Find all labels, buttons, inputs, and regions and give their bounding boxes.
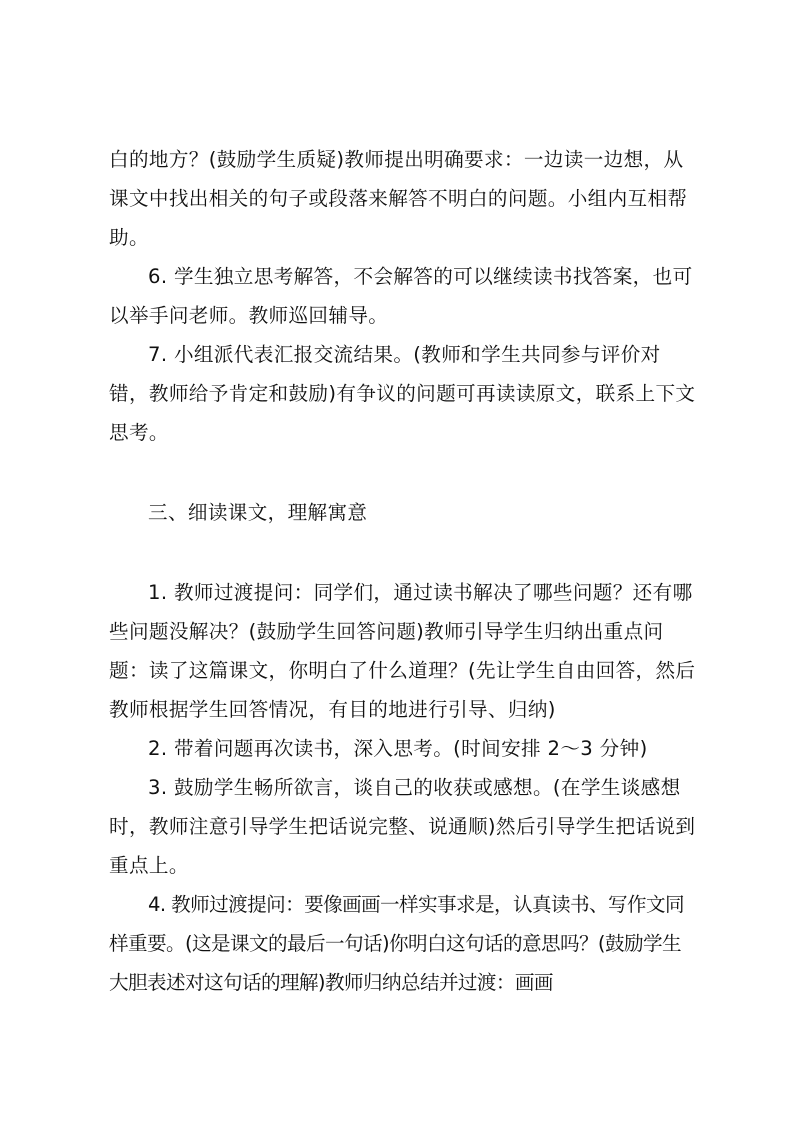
paragraph-step-7: 7. 小组派代表汇报交流结果。(教师和学生共同参与评价对错，教师给予肯定和鼓励)有争议的问题可再读读原文，联系上下文思考。	[109, 343, 696, 444]
paragraph-section3-step-3: 3. 鼓励学生畅所欲言，谈自己的收获或感想。(在学生谈感想时，教师注意引导学生把话说完整、说通顺)然后引导学生把话说到重点上。	[109, 776, 696, 877]
paragraph-section3-step-4: 4. 教师过渡提问：要像画画一样实事求是，认真读书、写作文同样重要。(这是课文的最后一句话)你明白这句话的意思吗？(鼓励学生大胆表述对这句话的理解)教师归纳总结并过渡：画画	[109, 893, 684, 994]
document-body	[109, 140, 699, 1002]
paragraph-section3-step-1: 1. 教师过渡提问：同学们，通过读书解决了哪些问题？还有哪些问题没解决？(鼓励学生回答问题)教师引导学生归纳出重点问题：读了这篇课文，你明白了什么道理？(先让学生自由回答，然后教师根据学生回答情况，有目的地进行引导、归纳)	[109, 581, 696, 721]
paragraph-step-6: 6. 学生独立思考解答，不会解答的可以继续读书找答案，也可以举手问老师。教师巡回辅导。	[109, 265, 693, 327]
paragraph-continuation: 白的地方？(鼓励学生质疑)教师提出明确要求：一边读一边想，从课文中找出相关的句子或段落来解答不明白的问题。小组内互相帮助。	[109, 148, 688, 249]
paragraph-section3-step-2: 2. 带着问题再次读书，深入思考。(时间安排 2～3 分钟)	[148, 737, 648, 760]
section-heading-3: 三、细读课文，理解寓意	[148, 501, 368, 524]
